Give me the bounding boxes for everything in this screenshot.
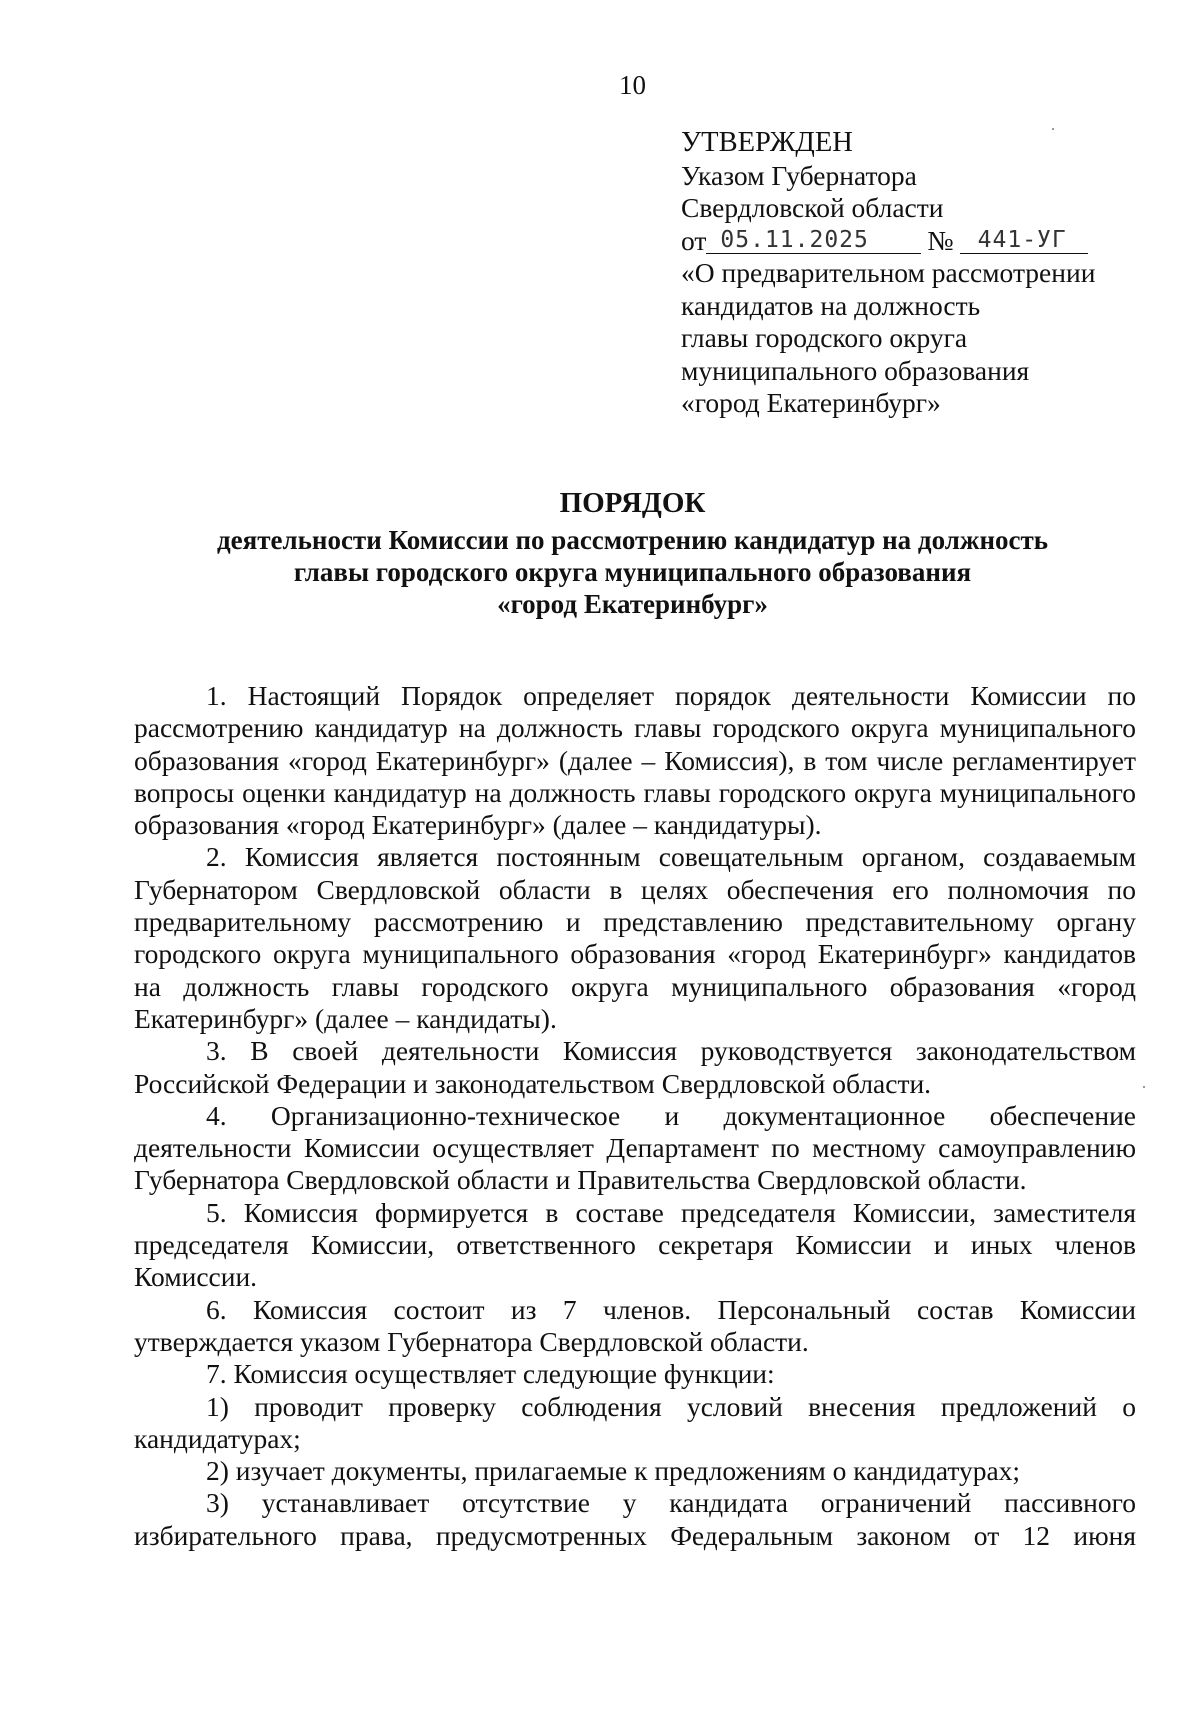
paragraph-4: 4. Организационно-техническое и документационное обеспечение деятельности Комиссии осуществляет Департамент по местному самоуправлению Губернатора Свердловской области и Правительства Свердловской области. (134, 1099, 1136, 1196)
paragraph-3: 3. В своей деятельности Комиссия руководствуется законодательством Российской Федерации и законодательством Свердловской области. (134, 1035, 1136, 1099)
document-title-line: главы городского округа муниципального образования (293, 557, 972, 587)
scan-speck (1143, 1086, 1145, 1088)
paragraph-5: 5. Комиссия формируется в составе председателя Комиссии, заместителя председателя Комиссии, ответственного секретаря Комиссии и иных членов Комиссии. (134, 1196, 1136, 1293)
paragraph-7: 7. Комиссия осуществляет следующие функции: (206, 1358, 775, 1390)
page-number: 10 (619, 70, 646, 100)
subitem-1: 1) проводит проверку соблюдения условий внесения предложений о кандидатурах; (134, 1390, 1136, 1454)
decree-title-line: «город Екатеринбург» (681, 387, 941, 418)
paragraph-1: 1. Настоящий Порядок определяет порядок деятельности Комиссии по рассмотрению кандидатур на должность главы городского округа муниципального образования «город Екатеринбург» (далее – Комиссия), в том числе регламентирует вопросы оценки кандидатур на должность главы городского округа муниципального образования «город Екатеринбург» (далее – кандидатуры). (134, 680, 1136, 841)
scan-speck (1052, 128, 1054, 130)
decree-number: 441-УГ (960, 227, 1088, 254)
paragraph-6: 6. Комиссия состоит из 7 членов. Персональный состав Комиссии утверждается указом Губернатора Свердловской области. (134, 1293, 1136, 1357)
date-prefix: от (681, 224, 707, 256)
decree-title-line: главы городского округа (681, 322, 968, 353)
decree-date: 05.11.2025 (706, 227, 921, 254)
document-title-main: ПОРЯДОК (559, 487, 706, 519)
decree-title-line: кандидатов на должность (681, 289, 981, 321)
document-title-line: деятельности Комиссии по рассмотрению кандидатур на должность (216, 525, 1049, 555)
approval-line-1: Указом Губернатора (681, 159, 917, 191)
number-sign: № (927, 224, 954, 256)
approval-line-2: Свердловской области (681, 192, 944, 223)
approval-stamp (681, 127, 1121, 420)
approval-heading: УТВЕРЖДЕН (681, 127, 853, 158)
approval-date-line (681, 225, 1121, 258)
document-body (134, 680, 1136, 1552)
paragraph-2: 2. Комиссия является постоянным совещательным органом, создаваемым Губернатором Свердловской области в целях обеспечения его полномочия по предварительному рассмотрению и представлению представительному органу городского округа муниципального образования «город Екатеринбург» кандидатов на должность главы городского округа муниципального образования «город Екатеринбург» (далее – кандидаты). (134, 841, 1136, 1034)
document-title-line: «город Екатеринбург» (497, 589, 768, 619)
subitem-3: 3) устанавливает отсутствие у кандидата ограничений пассивного избирательного права, предусмотренных Федеральным законом от 12 июня (134, 1487, 1136, 1551)
subitem-2: 2) изучает документы, прилагаемые к предложениям о кандидатурах; (206, 1455, 1021, 1487)
document-title (0, 487, 1200, 620)
decree-title-line: «О предварительном рассмотрении (681, 257, 1096, 288)
decree-title-line: муниципального образования (681, 354, 1030, 386)
